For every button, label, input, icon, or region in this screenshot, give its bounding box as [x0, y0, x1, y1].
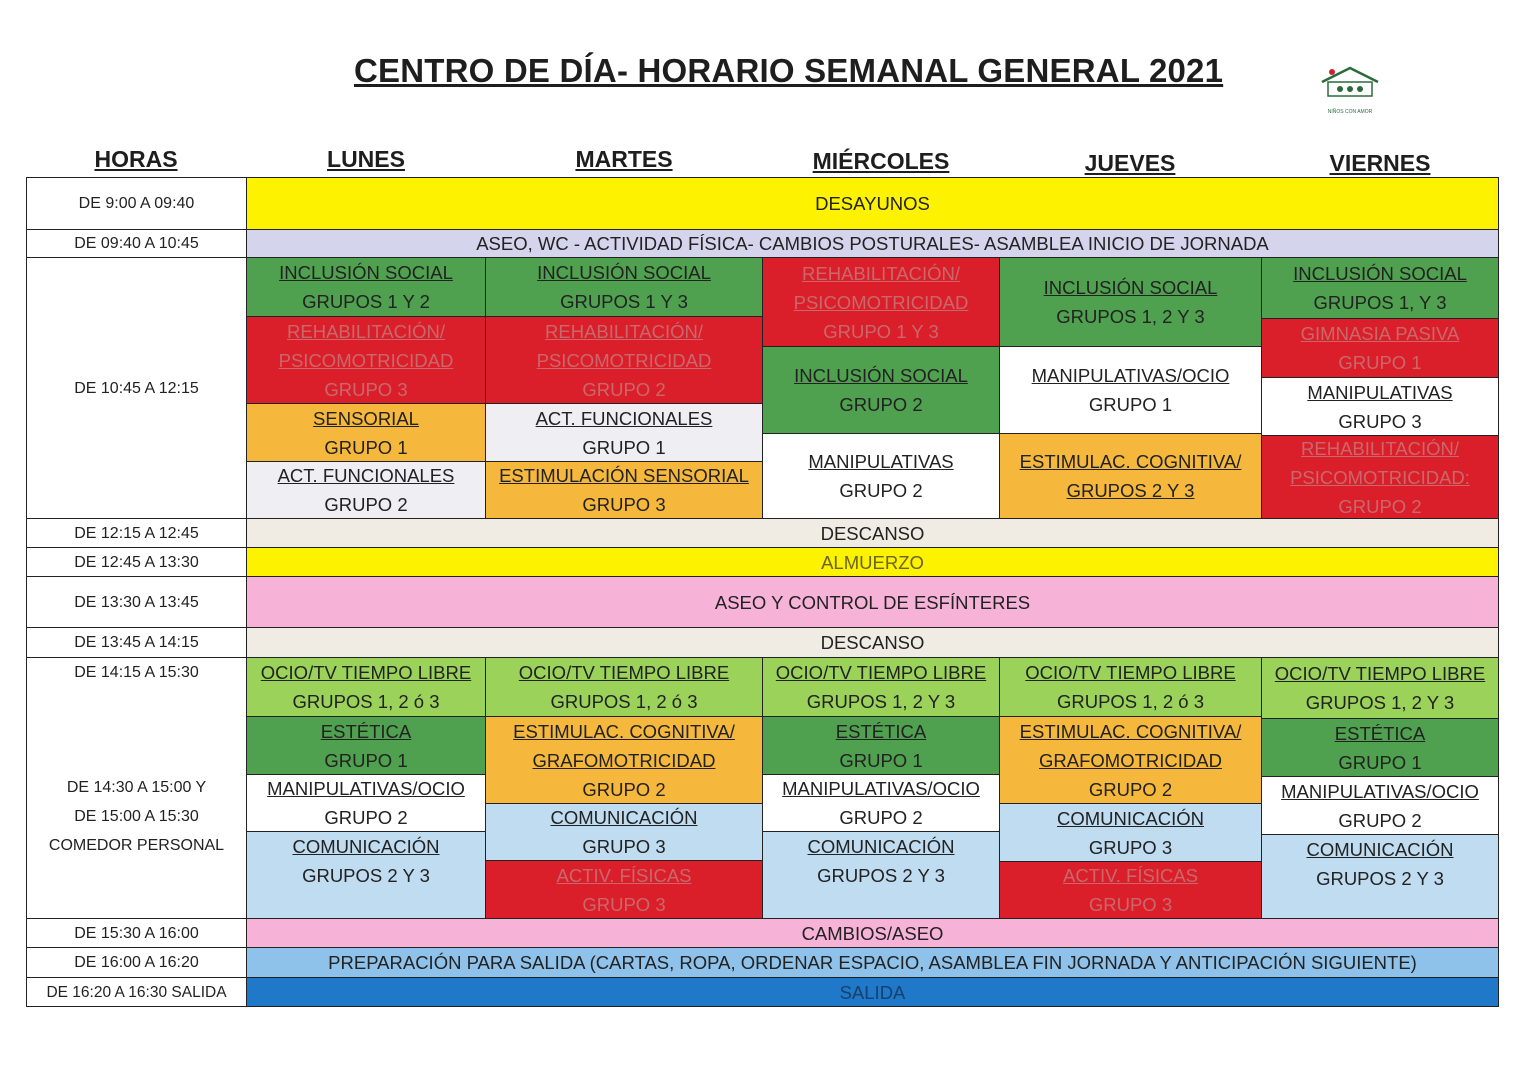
slot-title: PSICOMOTRICIDAD	[536, 349, 712, 371]
slot-viernes-manipulativas	[1261, 776, 1499, 835]
slot-title: OCIO/TV TIEMPO LIBRE	[1274, 663, 1486, 684]
slot-title: OCIO/TV TIEMPO LIBRE	[260, 662, 472, 683]
slot-viernes-inclusion	[1261, 257, 1499, 319]
slot-martes-funcionales	[485, 403, 763, 462]
slot-jueves-ocio	[999, 657, 1262, 717]
page-title: CENTRO DE DÍA- HORARIO SEMANAL GENERAL 2021	[354, 52, 1224, 89]
slot-group: GRUPO 2	[582, 778, 666, 800]
slot-martes-ocio	[485, 657, 763, 717]
slot-group: GRUPO 2	[1338, 809, 1422, 831]
time-label: COMEDOR PERSONAL	[48, 837, 225, 854]
slot-group: GRUPOS 2 Y 3	[302, 865, 430, 886]
slot-group: GRUPO 1	[324, 749, 408, 771]
slot-group: GRUPO 2	[324, 807, 408, 828]
slot-title: INCLUSIÓN SOCIAL	[794, 365, 968, 386]
activity-bar-aseo: ASEO, WC - ACTIVIDAD FÍSICA- CAMBIOS POSTURALES- ASAMBLEA INICIO DE JORNADA	[246, 229, 1499, 258]
slot-title: MANIPULATIVAS/OCIO	[267, 778, 465, 799]
slot-jueves-cognitiva	[999, 433, 1262, 519]
slot-group: GRUPO 1	[1338, 352, 1422, 373]
slot-group: GRUPO 1	[1088, 394, 1173, 415]
slot-title: ESTIMULAC. COGNITIVA/	[1019, 720, 1242, 742]
slot-title: INCLUSIÓN SOCIAL	[1043, 277, 1218, 298]
slot-title: PSICOMOTRICIDAD	[278, 349, 454, 371]
slot-title: INCLUSIÓN SOCIAL	[537, 262, 711, 283]
slot-jueves-inclusion	[999, 257, 1262, 347]
slot-jueves-comunicacion	[999, 803, 1262, 862]
activity-bar-descanso: DESCANSO	[246, 627, 1499, 658]
slot-group: GRUPOS 1 Y 2	[302, 291, 430, 312]
slot-title: ESTÉTICA	[1334, 722, 1426, 744]
slot-lunes-manipulativas	[246, 774, 486, 832]
logo	[1318, 62, 1382, 115]
slot-lunes-inclusion	[246, 257, 486, 317]
time-cell: DE 12:15 A 12:45	[26, 518, 247, 548]
slot-group: GRUPO 1	[1338, 751, 1422, 773]
slot-martes-fisicas	[485, 860, 763, 919]
slot-martes-cognitiva	[485, 716, 763, 804]
activity-bar-descanso: DESCANSO	[246, 518, 1499, 548]
house-logo-icon	[1318, 62, 1382, 108]
slot-title: COMUNICACIÓN	[550, 807, 698, 828]
slot-group: GRUPO 1	[839, 749, 923, 771]
slot-group: GRUPO 2	[839, 807, 923, 828]
slot-title: COMUNICACIÓN	[292, 836, 440, 857]
slot-group: GRUPO 3	[582, 494, 666, 515]
slot-title: ESTÉTICA	[835, 720, 927, 742]
slot-title: ESTIMULACIÓN SENSORIAL	[499, 465, 749, 486]
slot-jueves-manipulativas	[999, 346, 1262, 434]
slot-title: REHABILITACIÓN/	[287, 320, 445, 342]
activity-bar-cambios: CAMBIOS/ASEO	[246, 918, 1499, 948]
slot-jueves-fisicas	[999, 861, 1262, 919]
slot-miercoles-estetica	[762, 716, 1000, 775]
activity-bar-preparacion: PREPARACIÓN PARA SALIDA (CARTAS, ROPA, ORDENAR ESPACIO, ASAMBLEA FIN JORNADA Y ANTICIPACIÓN SIGUIENTE)	[246, 947, 1499, 978]
slot-title: COMUNICACIÓN	[1057, 807, 1204, 829]
slot-lunes-comunicacion	[246, 831, 486, 919]
time-label: DE 15:00 A 15:30	[74, 808, 199, 825]
slot-title: MANIPULATIVAS/OCIO	[1031, 365, 1230, 386]
slot-jueves-cognitiva	[999, 716, 1262, 804]
slot-martes-comunicacion	[485, 803, 763, 861]
slot-viernes-estetica	[1261, 718, 1499, 777]
slot-miercoles-comunicacion	[762, 831, 1000, 919]
activity-bar-esfinteres: ASEO Y CONTROL DE ESFÍNTERES	[246, 576, 1499, 628]
slot-title: INCLUSIÓN SOCIAL	[1293, 263, 1467, 284]
slot-title: MANIPULATIVAS/OCIO	[782, 778, 980, 799]
slot-group: GRUPO 3	[1088, 894, 1173, 915]
slot-viernes-ocio	[1261, 657, 1499, 719]
slot-title: ESTIMULAC. COGNITIVA/	[513, 720, 735, 742]
slot-martes-sensorial	[485, 461, 763, 519]
header-miercoles: MIÉRCOLES	[812, 148, 950, 174]
slot-title: GIMNASIA PASIVA	[1300, 323, 1460, 344]
slot-title: MANIPULATIVAS	[1307, 381, 1453, 403]
slot-title: ACTIV. FÍSICAS	[1062, 865, 1199, 886]
slot-group: GRUPO 3	[324, 378, 408, 400]
slot-viernes-gimnasia	[1261, 318, 1499, 378]
slot-group: GRUPO 2	[324, 494, 408, 515]
time-cell: DE 09:40 A 10:45	[26, 229, 247, 258]
slot-lunes-estetica	[246, 716, 486, 775]
slot-title: SENSORIAL	[313, 407, 419, 429]
slot-group: GRUPOS 1, 2 Y 3	[1056, 306, 1205, 327]
time-cell: DE 13:45 A 14:15	[26, 627, 247, 658]
slot-title: MANIPULATIVAS/OCIO	[1281, 780, 1479, 802]
slot-group: GRUPOS 1, 2 ó 3	[1056, 691, 1205, 712]
slot-group: GRUPOS 1, 2 ó 3	[292, 691, 440, 712]
slot-miercoles-inclusion	[762, 346, 1000, 434]
slot-title: OCIO/TV TIEMPO LIBRE	[518, 662, 730, 683]
slot-group: GRUPOS 2 Y 3	[817, 865, 945, 886]
time-cell: DE 10:45 A 12:15	[26, 257, 247, 519]
time-cell-afternoon	[26, 657, 247, 919]
slot-title: ACT. FUNCIONALES	[277, 465, 455, 486]
slot-title: ACTIV. FÍSICAS	[556, 864, 692, 886]
slot-miercoles-manipulativas	[762, 433, 1000, 519]
header-horas: HORAS	[94, 146, 178, 172]
slot-viernes-manipulativas	[1261, 377, 1499, 436]
slot-group: GRUPO 2	[1088, 778, 1173, 800]
slot-title: ESTIMULAC. COGNITIVA/	[1019, 451, 1242, 472]
slot-title: GRAFOMOTRICIDAD	[1039, 749, 1222, 771]
time-cell: DE 13:30 A 13:45	[26, 576, 247, 628]
slot-title: ESTÉTICA	[320, 720, 412, 742]
slot-title: REHABILITACIÓN/	[1301, 437, 1459, 459]
slot-group: GRUPOS 2 Y 3	[1316, 868, 1444, 889]
slot-title: PSICOMOTRICIDAD	[793, 291, 969, 313]
slot-group: GRUPO 2	[1338, 495, 1422, 517]
slot-title: REHABILITACIÓN/	[545, 320, 703, 342]
slot-group: GRUPOS 1 Y 3	[560, 291, 688, 312]
slot-group: GRUPO 2	[839, 480, 923, 501]
time-cell: DE 15:30 A 16:00	[26, 918, 247, 948]
slot-group: GRUPO 3	[1088, 836, 1173, 858]
slot-title: OCIO/TV TIEMPO LIBRE	[775, 662, 987, 683]
header-viernes: VIERNES	[1329, 150, 1431, 176]
slot-lunes-ocio	[246, 657, 486, 717]
activity-bar-almuerzo: ALMUERZO	[246, 547, 1499, 577]
slot-group: GRUPO 3	[582, 836, 666, 857]
activity-bar-salida: SALIDA	[246, 977, 1499, 1007]
slot-miercoles-ocio	[762, 657, 1000, 717]
slot-group: GRUPOS 1, 2 Y 3	[1305, 692, 1455, 713]
slot-group: GRUPO 3	[582, 893, 666, 915]
time-label: DE 14:30 A 15:00 Y	[66, 779, 207, 796]
slot-group: GRUPO 3	[1338, 410, 1422, 432]
slot-viernes-rehab	[1261, 435, 1499, 519]
slot-group: GRUPO 2	[582, 378, 666, 400]
slot-group: GRUPO 1	[324, 436, 408, 458]
slot-miercoles-rehab	[762, 257, 1000, 347]
slot-lunes-sensorial	[246, 403, 486, 462]
slot-group: GRUPOS 1, Y 3	[1313, 292, 1447, 313]
slot-viernes-comunicacion	[1261, 834, 1499, 919]
slot-miercoles-manipulativas	[762, 774, 1000, 832]
slot-lunes-rehab	[246, 316, 486, 404]
time-cell: DE 16:20 A 16:30 SALIDA	[26, 977, 247, 1007]
time-cell: DE 12:45 A 13:30	[26, 547, 247, 577]
slot-group: GRUPOS 1, 2 ó 3	[550, 691, 698, 712]
slot-title: MANIPULATIVAS	[808, 451, 954, 472]
slot-group: GRUPO 2	[839, 394, 923, 415]
header-jueves: JUEVES	[1084, 150, 1176, 176]
slot-group: GRUPOS 1, 2 Y 3	[806, 691, 956, 712]
slot-title: COMUNICACIÓN	[807, 836, 955, 857]
activity-bar-desayunos: DESAYUNOS	[246, 177, 1499, 230]
slot-group: GRUPO 1	[582, 436, 666, 458]
slot-title: ACT. FUNCIONALES	[535, 407, 713, 429]
slot-title: GRAFOMOTRICIDAD	[532, 749, 716, 771]
time-cell: DE 9:00 A 09:40	[26, 177, 247, 230]
slot-martes-rehab	[485, 316, 763, 404]
slot-martes-inclusion	[485, 257, 763, 317]
header-martes: MARTES	[575, 146, 673, 172]
slot-group: GRUPOS 2 Y 3	[1066, 480, 1195, 501]
slot-title: INCLUSIÓN SOCIAL	[279, 262, 453, 283]
slot-title: COMUNICACIÓN	[1306, 839, 1454, 860]
slot-group: GRUPO 1 Y 3	[823, 320, 939, 342]
time-cell: DE 16:00 A 16:20	[26, 947, 247, 978]
slot-title: PSICOMOTRICIDAD:	[1290, 466, 1470, 488]
header-lunes: LUNES	[327, 146, 405, 172]
slot-title: OCIO/TV TIEMPO LIBRE	[1025, 662, 1236, 683]
logo-text: NIÑOS CON AMOR	[1327, 109, 1373, 115]
slot-lunes-funcionales	[246, 461, 486, 519]
slot-title: REHABILITACIÓN/	[802, 262, 960, 284]
time-label: DE 14:15 A 15:30	[74, 664, 199, 681]
